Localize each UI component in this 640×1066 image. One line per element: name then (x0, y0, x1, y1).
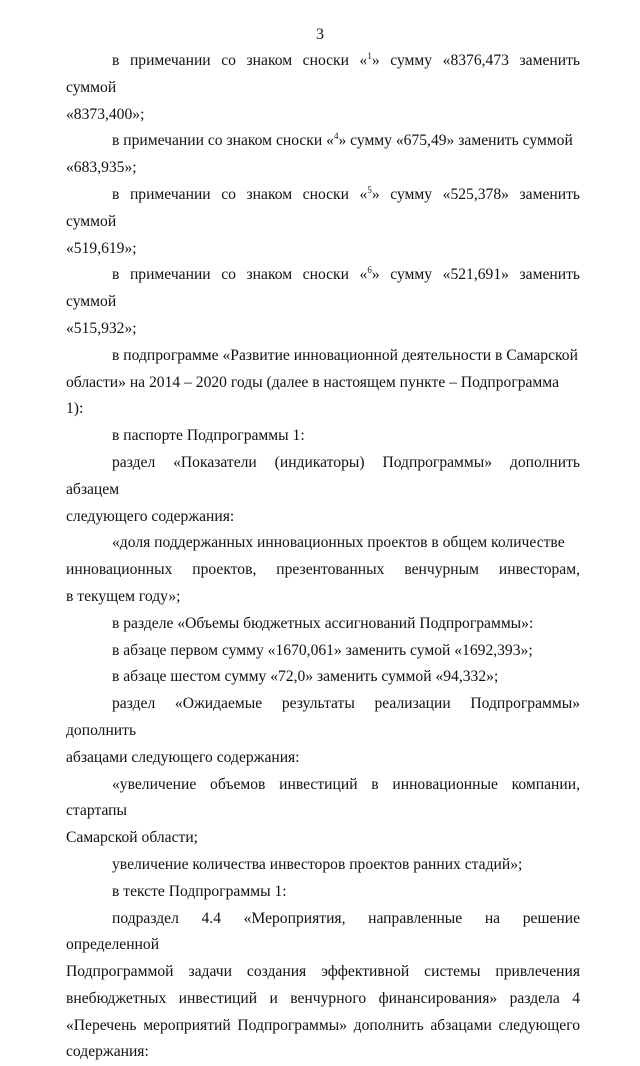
footnote-item-4-cont: «683,935»; (66, 159, 137, 177)
paragraph-subsection-4-4: подраздел 4.4 «Мероприятия, направленные на решение определенной (66, 909, 580, 954)
footnote-item-5: в примечании со знаком сноски «$^5$» сумму «525,378» заменить суммой (66, 184, 581, 230)
paragraph-quote-share: «доля поддержанных инновационных проектов в общем количестве (112, 534, 565, 552)
footnote-item-5-cont: «519,619»; (66, 239, 137, 257)
paragraph-indicators-cont: следующего содержания: (66, 507, 235, 525)
paragraph-quote-share-cont1: инновационных проектов, презентованных венчурным инвесторам, (66, 561, 580, 579)
paragraph-first-abzac: в абзаце первом сумму «1670,061» заменить сумой «1692,393»; (112, 641, 533, 659)
page-number: 3 (316, 26, 324, 43)
paragraph-expected-results: раздел «Ожидаемые результаты реализации Подпрограммы» дополнить (66, 695, 580, 739)
paragraph-quote-share-cont2: в текущем году»; (66, 587, 181, 605)
footnote-item-1: в примечании со знаком сноски «$^1$» сумму «8376,473 заменить суммой (66, 50, 581, 96)
footnote-item-1-cont: «8373,400»; (66, 105, 145, 123)
paragraph-expected-results-cont: абзацами следующего содержания: (66, 748, 300, 766)
paragraph-budget-section: в разделе «Объемы бюджетных ассигнований Подпрограммы»: (112, 614, 534, 632)
paragraph-subsection-4-4-cont4: содержания: (66, 1043, 149, 1061)
paragraph-passport: в паспорте Подпрограммы 1: (112, 427, 305, 445)
paragraph-text-subprogram: в тексте Подпрограммы 1: (112, 882, 287, 900)
paragraph-subsection-4-4-cont1: Подпрограммой задачи создания эффективной системы привлечения (66, 963, 580, 981)
paragraph-subsection-4-4-cont2: внебюджетных инвестиций и венчурного финансирования» раздела 4 (66, 989, 580, 1007)
footnote-item-6-cont: «515,932»; (66, 319, 137, 337)
paragraph-investors: увеличение количества инвесторов проектов ранних стадий»; (112, 855, 523, 873)
paragraph-subprogram: в подпрограмме «Развитие инновационной деятельности в Самарской (112, 346, 578, 364)
paragraph-quote-investments-cont: Самарской области; (66, 829, 199, 847)
paragraph-subsection-4-4-cont3: «Перечень мероприятий Подпрограммы» дополнить абзацами следующего (66, 1016, 580, 1034)
footnote-item-6: в примечании со знаком сноски «$^6$» сумму «521,691» заменить суммой (66, 265, 581, 311)
paragraph-subprogram-cont: области» на 2014 – 2020 годы (далее в настоящем пункте – Подпрограмма 1): (66, 373, 559, 418)
paragraph-sixth-abzac: в абзаце шестом сумму «72,0» заменить суммой «94,332»; (112, 668, 499, 686)
paragraph-indicators: раздел «Показатели (индикаторы) Подпрограммы» дополнить абзацем (66, 453, 580, 498)
footnote-item-4: в примечании со знаком сноски «$^4$» сумму «675,49» заменить суммой (112, 131, 573, 150)
document-body (66, 48, 580, 1066)
paragraph-quote-investments: «увеличение объемов инвестиций в инновационные компании, стартапы (66, 775, 580, 820)
